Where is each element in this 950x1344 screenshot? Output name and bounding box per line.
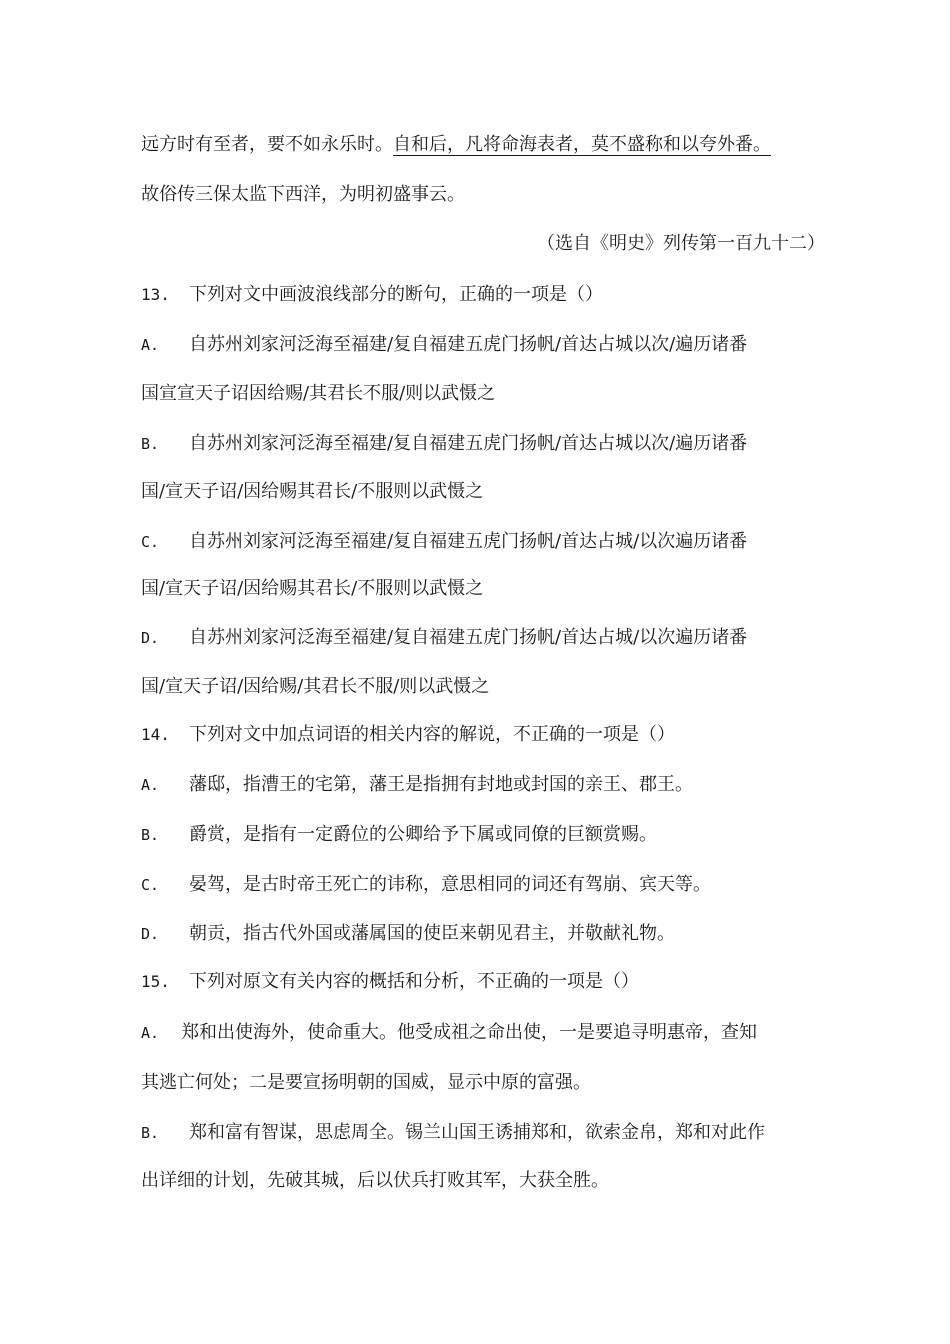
option-text: 自苏州刘家河泛海至福建/复自福建五虎门扬帆/首达占城/以次遍历诸番: [189, 627, 748, 648]
option-text: 晏驾，是古时帝王死亡的讳称，意思相同的词还有驾崩、宾天等。: [189, 874, 711, 895]
q13-option-a-line-2: 国宣宣天子诏因给赐/其君长不服/则以武慑之: [141, 383, 496, 404]
q13-option-d-line-1: [141, 626, 747, 650]
option-label: D.: [141, 629, 160, 647]
q13-option-b-line-2: 国/宣天子诏/因给赐其君长/不服则以武慑之: [141, 481, 484, 502]
option-label: A.: [141, 336, 160, 354]
passage-text: 远方时有至者，要不如永乐时。: [141, 134, 393, 155]
q13-option-c-line-2: 国/宣天子诏/因给赐其君长/不服则以武慑之: [141, 578, 484, 599]
option-text: 自苏州刘家河泛海至福建/复自福建五虎门扬帆/首达占城以次/遍历诸番: [189, 334, 748, 355]
option-label: D.: [141, 925, 160, 943]
option-label: A.: [141, 776, 160, 794]
option-label: B.: [141, 826, 160, 844]
question-number: 15.: [141, 972, 170, 991]
q13-option-d-line-2: 国/宣天子诏/因给赐/其君长不服/则以武慑之: [141, 676, 490, 697]
q14-option-c: [141, 873, 711, 897]
question-14-stem: [141, 723, 675, 747]
option-text: 郑和富有智谋，思虑周全。锡兰山国王诱捕郑和，欲索金帛，郑和对此作: [189, 1122, 765, 1143]
q14-option-d: [141, 922, 675, 946]
option-label: A.: [141, 1024, 160, 1042]
option-label: B.: [141, 1124, 160, 1142]
option-label: B.: [141, 435, 160, 453]
q14-option-b: [141, 823, 657, 847]
q15-option-b-line-2: 出详细的计划，先破其城，后以伏兵打败其军，大获全胜。: [141, 1170, 609, 1191]
option-text: 爵赏，是指有一定爵位的公卿给予下属或同僚的巨额赏赐。: [189, 824, 657, 845]
question-number: 13.: [141, 285, 170, 304]
option-text: 郑和出使海外，使命重大。他受成祖之命出使，一是要追寻明惠帝，查知: [181, 1022, 757, 1043]
passage-line-2: 故俗传三保太监下西洋，为明初盛事云。: [141, 184, 465, 205]
question-text: 下列对文中加点词语的相关内容的解说，不正确的一项是（）: [189, 724, 675, 745]
question-13-stem: [141, 283, 603, 307]
q13-option-a-line-1: [141, 333, 747, 357]
q15-option-a-line-2: 其逃亡何处；二是要宣扬明朝的国威，显示中原的富强。: [141, 1072, 591, 1093]
q13-option-b-line-1: [141, 432, 747, 456]
option-text: 藩邸，指漕王的宅第，藩王是指拥有封地或封国的亲王、郡王。: [189, 774, 693, 795]
option-text: 朝贡，指古代外国或藩属国的使臣来朝见君主，并敬献礼物。: [189, 923, 675, 944]
q13-option-c-line-1: [141, 530, 747, 554]
q14-option-a: [141, 773, 693, 797]
passage-line-1: [141, 133, 771, 157]
q15-option-b-line-1: [141, 1121, 765, 1145]
option-text: 自苏州刘家河泛海至福建/复自福建五虎门扬帆/首达占城/以次遍历诸番: [189, 531, 748, 552]
question-text: 下列对原文有关内容的概括和分析，不正确的一项是（）: [189, 971, 639, 992]
question-15-stem: [141, 970, 639, 994]
option-label: C.: [141, 533, 160, 551]
underlined-sentence: 自和后，凡将命海表者，莫不盛称和以夸外番。: [393, 134, 771, 155]
question-text: 下列对文中画波浪线部分的断句，正确的一项是（）: [189, 284, 603, 305]
option-label: C.: [141, 876, 160, 894]
question-number: 14.: [141, 725, 170, 744]
option-text: 自苏州刘家河泛海至福建/复自福建五虎门扬帆/首达占城以次/遍历诸番: [189, 433, 748, 454]
q15-option-a-line-1: [141, 1021, 757, 1045]
source-citation: （选自《明史》列传第一百九十二）: [537, 233, 825, 254]
